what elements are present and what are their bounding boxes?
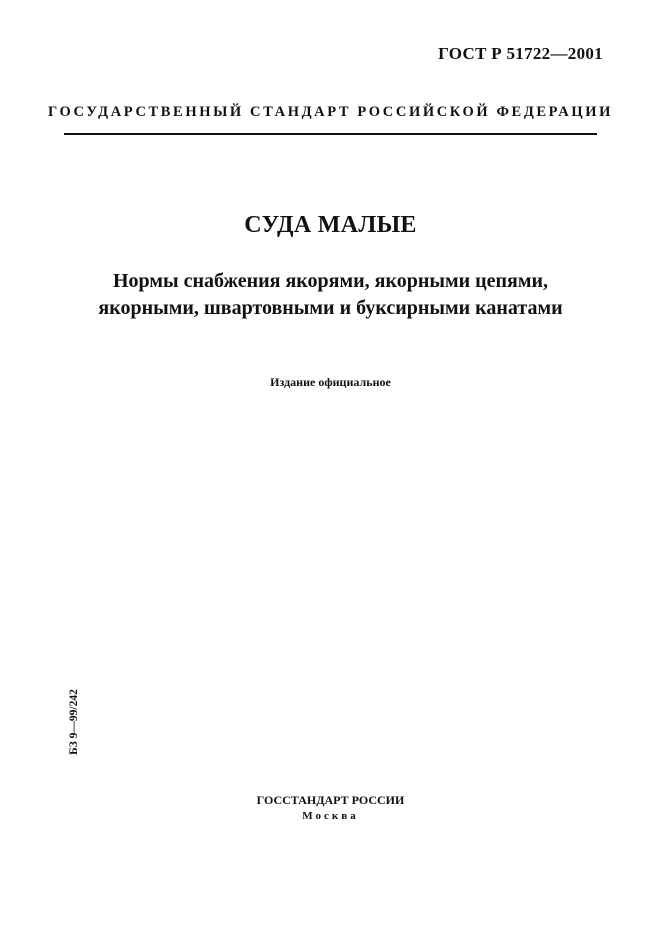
document-number: ГОСТ Р 51722—2001	[438, 44, 603, 63]
standard-header: ГОСУДАРСТВЕННЫЙ СТАНДАРТ РОССИЙСКОЙ ФЕДЕРАЦИИ	[47, 104, 613, 120]
publisher-name: ГОССТАНДАРТ РОССИИ	[256, 793, 405, 807]
document-title: СУДА МАЛЫЕ	[244, 212, 417, 238]
subtitle-line-1: Нормы снабжения якорями, якорными цепями,	[112, 270, 549, 292]
header-divider	[64, 133, 597, 135]
side-code: БЗ 9—99/242	[68, 689, 80, 755]
document-subtitle	[0, 268, 661, 322]
subtitle-line-2: якорными, швартовными и буксирными канатами	[98, 297, 563, 319]
edition-label: Издание официальное	[270, 375, 391, 389]
publisher-city: Москва	[302, 810, 359, 822]
